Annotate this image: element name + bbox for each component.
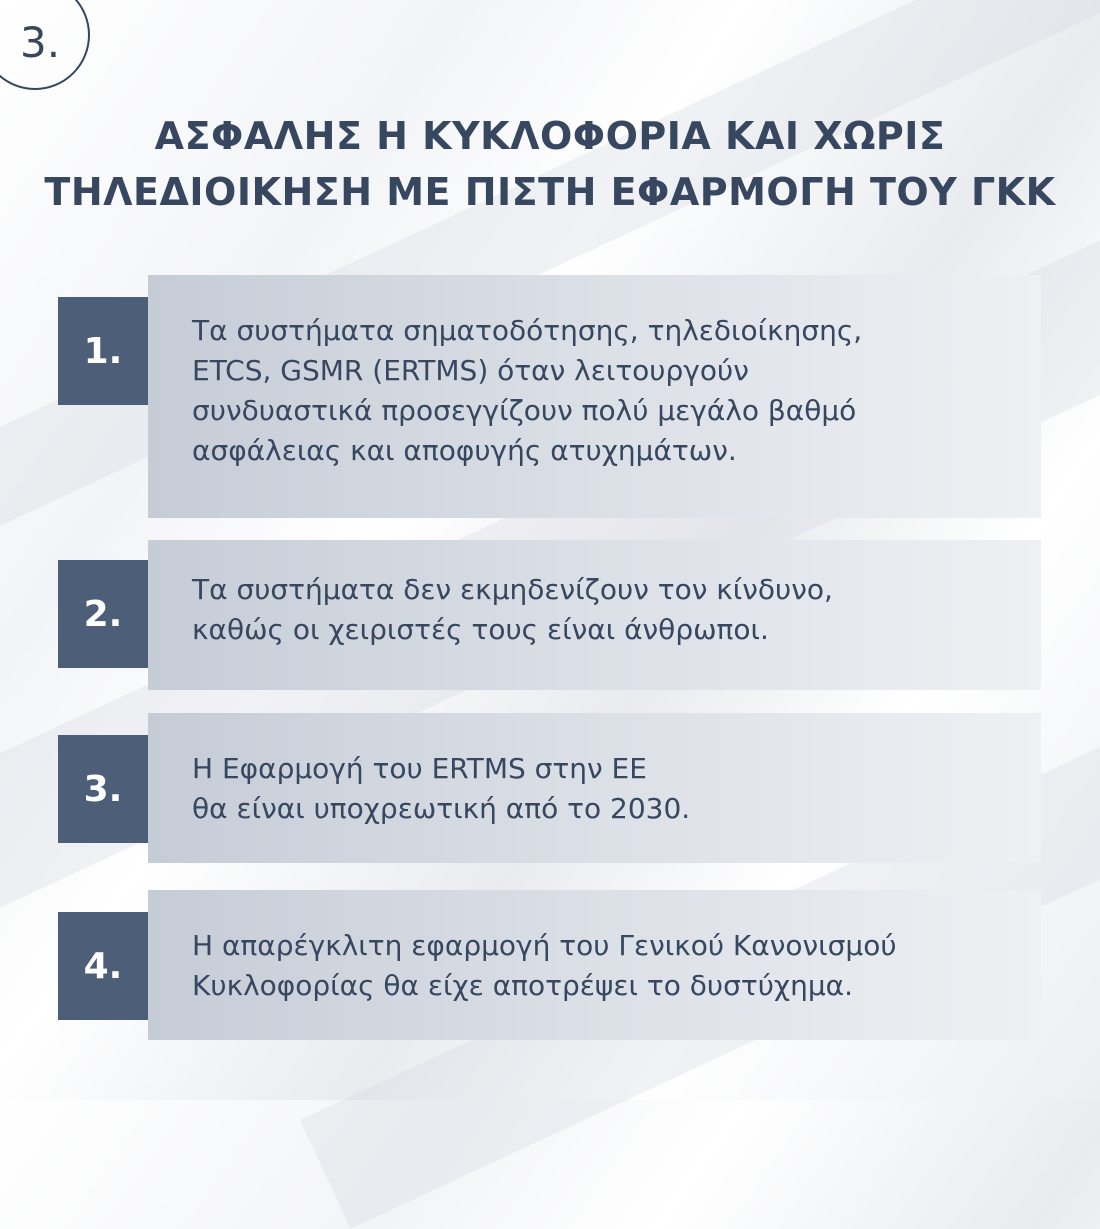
title-line-1: ΑΣΦΑΛΗΣ Η ΚΥΚΛΟΦΟΡΙΑ ΚΑΙ ΧΩΡΙΣ bbox=[154, 114, 946, 158]
text-line: Τα συστήματα σηματοδότησης, τηλεδιοίκησης, bbox=[192, 314, 863, 347]
text-line: θα είναι υποχρεωτική από το 2030. bbox=[192, 792, 691, 825]
text-line: ασφάλειας και αποφυγής ατυχημάτων. bbox=[192, 434, 737, 467]
list-item-card bbox=[148, 275, 1041, 518]
text-line: συνδυαστικά προσεγγίζουν πολύ μεγάλο βαθμό bbox=[192, 394, 857, 427]
slide-number: 3. bbox=[20, 18, 61, 67]
text-line: καθώς οι χειριστές τους είναι άνθρωποι. bbox=[192, 613, 769, 646]
title-line-2: ΤΗΛΕΔΙΟΙΚΗΣΗ ΜΕ ΠΙΣΤΗ ΕΦΑΡΜΟΓΗ ΤΟΥ ΓΚΚ bbox=[44, 170, 1056, 214]
list-item-number: 3. bbox=[58, 735, 148, 843]
list-item-card bbox=[148, 540, 1041, 690]
text-line: Η απαρέγκλιτη εφαρμογή του Γενικού Κανονισμού bbox=[192, 929, 897, 962]
list-item-text bbox=[192, 570, 833, 650]
list-item-text bbox=[192, 311, 862, 471]
list-item-text bbox=[192, 926, 897, 1006]
text-line: Τα συστήματα δεν εκμηδενίζουν τον κίνδυνο, bbox=[192, 573, 833, 606]
list-item-number: 1. bbox=[58, 297, 148, 405]
list-item-number: 4. bbox=[58, 912, 148, 1020]
text-line: Κυκλοφορίας θα είχε αποτρέψει το δυστύχημα. bbox=[192, 969, 854, 1002]
text-line: Η Εφαρμογή του ERTMS στην ΕΕ bbox=[192, 752, 647, 785]
text-line: ETCS, GSMR (ERTMS) όταν λειτουργούν bbox=[192, 354, 749, 387]
list-item-card bbox=[148, 890, 1041, 1040]
list-item-text bbox=[192, 749, 690, 829]
list-item-card bbox=[148, 713, 1041, 863]
list-item-number: 2. bbox=[58, 560, 148, 668]
page-title bbox=[0, 108, 1100, 220]
